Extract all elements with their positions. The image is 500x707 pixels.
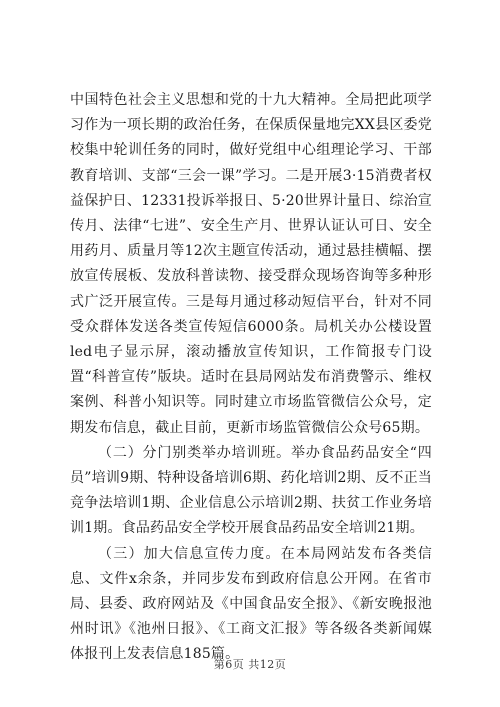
paragraph-information-publicity: （三）加大信息宣传力度。在本局网站发布各类信息、文件x余条，并同步发布到政府信息公开网。在省市局、县委、政府网站及《中国食品安全报》、《新安晚报池州时讯》《池州日报》、《工商文汇报》等各级各类新闻媒体报刊上发表信息185篇。	[70, 545, 432, 663]
paragraph-training-classes: （二）分门别类举办培训班。举办食品药品安全“四员”培训9期、特种设备培训6期、药化培训2期、反不正当竞争法培训1期、企业信息公示培训2期、扶贫工作业务培训1期。食品药品安全学校开展食品药品安全培训21期。	[70, 444, 432, 537]
page-number-footer: 第6页 共12页	[213, 658, 287, 671]
paragraph-study-and-publicity: 中国特色社会主义思想和党的十九大精神。全局把此项学习作为一项长期的政治任务，在保质保量地完XX县区委党校集中轮训任务的同时，做好党组中心组理论学习、干部教育培训、支部“三会一课”学习。二是开展3·15消费者权益保护日、12331投诉举报日、5·20世界计量日、综治宣传月、法律“七进”、安全生产月、世界认证认可日、安全用药月、质量月等12次主题宣传活动，通过悬挂横幅、摆放宣传展板、发放科普读物、接受群众现场咨询等多种形式广泛开展宣传。三是每月通过移动短信平台，针对不同受众群体发送各类宣传短信6000条。局机关办公楼设置led电子显示屏，滚动播放宣传知识，工作简报专门设置“科普宣传”版块。适时在县局网站发布消费警示、维权案例、科普小知识等。同时建立市场监管微信公众号，定期发布信息，截止目前，更新市场监管微信公众号65期。	[70, 92, 432, 436]
document-body	[70, 88, 432, 668]
